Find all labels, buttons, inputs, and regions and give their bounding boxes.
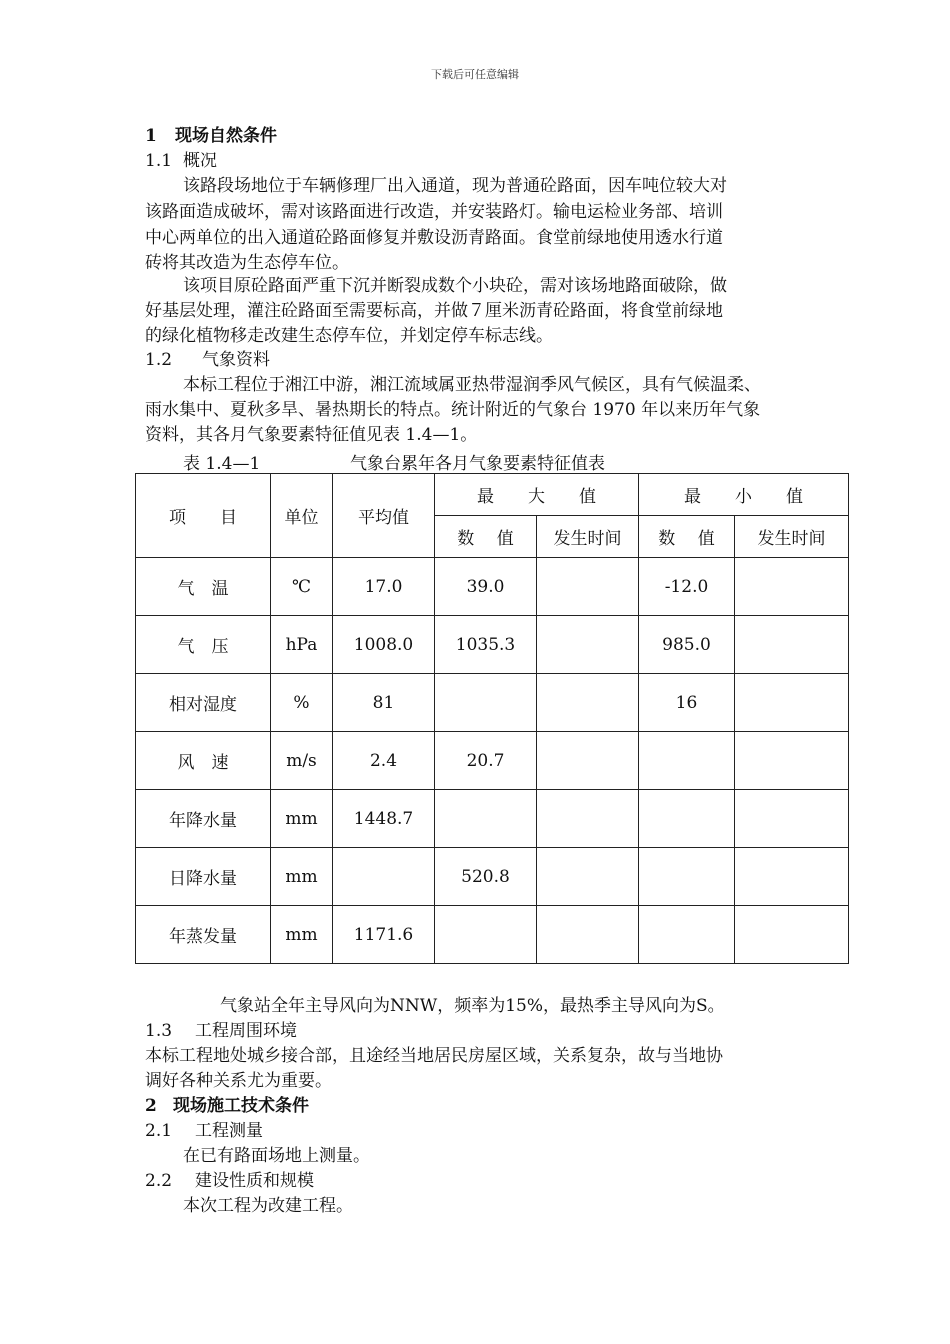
subsection-title: 工程周围环境 (195, 1021, 297, 1041)
cell-min-time (735, 558, 849, 616)
cell-min-time (735, 616, 849, 674)
subsection-number: 1.3 (145, 1021, 173, 1041)
cell-unit: ℃ (271, 558, 333, 616)
cell-unit: mm (271, 906, 333, 964)
subsection-1-2-heading (145, 348, 270, 372)
paragraph-line: 的绿化植物移走改建生态停车位，并划定停车标志线。 (145, 326, 553, 346)
cell-average: 81 (333, 674, 435, 732)
cell-max-value (435, 906, 537, 964)
cell-average: 1008.0 (333, 616, 435, 674)
cell-max-value: 20.7 (435, 732, 537, 790)
paragraph-line: 该项目原砼路面严重下沉并断裂成数个小块砼，需对该场地路面破除，做 (183, 276, 727, 296)
paragraph-line: 该路面造成破坏，需对该路面进行改造，并安装路灯。输电运检业务部、培训 (145, 202, 723, 222)
cell-item: 风 速 (136, 732, 271, 790)
subsection-number: 2.1 (145, 1121, 173, 1141)
cell-min-time (735, 790, 849, 848)
subsection-1-1-heading (145, 149, 217, 173)
cell-min-value (639, 790, 735, 848)
cell-min-time (735, 906, 849, 964)
paragraph-line: 气象站全年主导风向为NNW，频率为15%，最热季主导风向为S。 (220, 996, 725, 1016)
cell-unit: mm (271, 848, 333, 906)
cell-min-time (735, 848, 849, 906)
header-average: 平均值 (333, 474, 435, 558)
section-2-heading (145, 1094, 309, 1118)
section-number: 1 (145, 126, 157, 146)
paragraph-line: 砖将其改造为生态停车位。 (145, 253, 349, 273)
table-title: 气象台累年各月气象要素特征值表 (350, 454, 605, 474)
subsection-number: 1.2 (145, 350, 173, 370)
page-header: 下载后可任意编辑 (431, 68, 519, 81)
cell-min-value (639, 732, 735, 790)
subsection-number: 2.2 (145, 1171, 173, 1191)
header-min: 最 小 值 (639, 474, 849, 516)
cell-max-time (537, 790, 639, 848)
table-row (136, 674, 849, 732)
subsection-1-3-heading (145, 1019, 297, 1043)
paragraph-line: 本标工程地处城乡接合部，且途经当地居民房屋区域，关系复杂，故与当地协 (145, 1046, 723, 1066)
cell-min-time (735, 732, 849, 790)
cell-average: 1171.6 (333, 906, 435, 964)
cell-max-time (537, 848, 639, 906)
paragraph-line: 调好各种关系尤为重要。 (145, 1071, 332, 1091)
cell-unit: mm (271, 790, 333, 848)
cell-unit: % (271, 674, 333, 732)
subsection-title: 气象资料 (202, 350, 270, 370)
cell-max-time (537, 674, 639, 732)
header-min-value: 数 值 (639, 516, 735, 558)
header-min-time: 发生时间 (735, 516, 849, 558)
header-max-value: 数 值 (435, 516, 537, 558)
cell-average: 2.4 (333, 732, 435, 790)
section-title: 现场自然条件 (175, 126, 277, 146)
cell-max-value (435, 790, 537, 848)
subsection-2-1-heading (145, 1119, 263, 1143)
cell-min-value (639, 906, 735, 964)
header-max: 最 大 值 (435, 474, 639, 516)
section-1-heading (145, 124, 277, 148)
cell-max-time (537, 558, 639, 616)
cell-min-value: 985.0 (639, 616, 735, 674)
table-row (136, 732, 849, 790)
cell-item: 年降水量 (136, 790, 271, 848)
table-row (136, 790, 849, 848)
header-unit: 单位 (271, 474, 333, 558)
table-row (136, 848, 849, 906)
table-row (136, 906, 849, 964)
cell-min-value: -12.0 (639, 558, 735, 616)
cell-item: 年蒸发量 (136, 906, 271, 964)
cell-average: 1448.7 (333, 790, 435, 848)
paragraph-line: 中心两单位的出入通道砼路面修复并敷设沥青路面。食堂前绿地使用透水行道 (145, 228, 723, 248)
cell-average (333, 848, 435, 906)
subsection-title: 建设性质和规模 (195, 1171, 314, 1191)
subsection-title: 概况 (183, 151, 217, 171)
cell-max-value: 39.0 (435, 558, 537, 616)
subsection-number: 1.1 (145, 151, 173, 171)
table-row (136, 558, 849, 616)
paragraph-line: 雨水集中、夏秋多旱、暑热期长的特点。统计附近的气象台 1970 年以来历年气象 (145, 400, 761, 420)
cell-max-time (537, 616, 639, 674)
subsection-2-2-heading (145, 1169, 314, 1193)
section-number: 2 (145, 1096, 157, 1116)
paragraph-line: 本次工程为改建工程。 (183, 1196, 353, 1216)
cell-min-value: 16 (639, 674, 735, 732)
cell-unit: hPa (271, 616, 333, 674)
subsection-title: 工程测量 (195, 1121, 263, 1141)
cell-max-value: 520.8 (435, 848, 537, 906)
header-item: 项 目 (136, 474, 271, 558)
cell-unit: m/s (271, 732, 333, 790)
cell-max-value (435, 674, 537, 732)
paragraph-line: 好基层处理，灌注砼路面至需要标高，并做７厘米沥青砼路面，将食堂前绿地 (145, 301, 723, 321)
cell-average: 17.0 (333, 558, 435, 616)
paragraph-line: 资料，其各月气象要素特征值见表 1.4—1。 (145, 425, 478, 445)
section-title: 现场施工技术条件 (173, 1096, 309, 1116)
cell-max-time (537, 732, 639, 790)
cell-max-time (537, 906, 639, 964)
cell-min-value (639, 848, 735, 906)
table-row (136, 616, 849, 674)
cell-item: 相对湿度 (136, 674, 271, 732)
cell-item: 气 压 (136, 616, 271, 674)
paragraph-line: 该路段场地位于车辆修理厂出入通道，现为普通砼路面，因车吨位较大对 (183, 176, 727, 196)
header-max-time: 发生时间 (537, 516, 639, 558)
table-label: 表 1.4—1 (183, 454, 261, 474)
cell-item: 日降水量 (136, 848, 271, 906)
cell-item: 气 温 (136, 558, 271, 616)
weather-table (135, 473, 849, 964)
cell-max-value: 1035.3 (435, 616, 537, 674)
cell-min-time (735, 674, 849, 732)
paragraph-line: 在已有路面场地上测量。 (183, 1146, 370, 1166)
paragraph-line: 本标工程位于湘江中游，湘江流域属亚热带湿润季风气候区，具有气候温柔、 (183, 375, 761, 395)
